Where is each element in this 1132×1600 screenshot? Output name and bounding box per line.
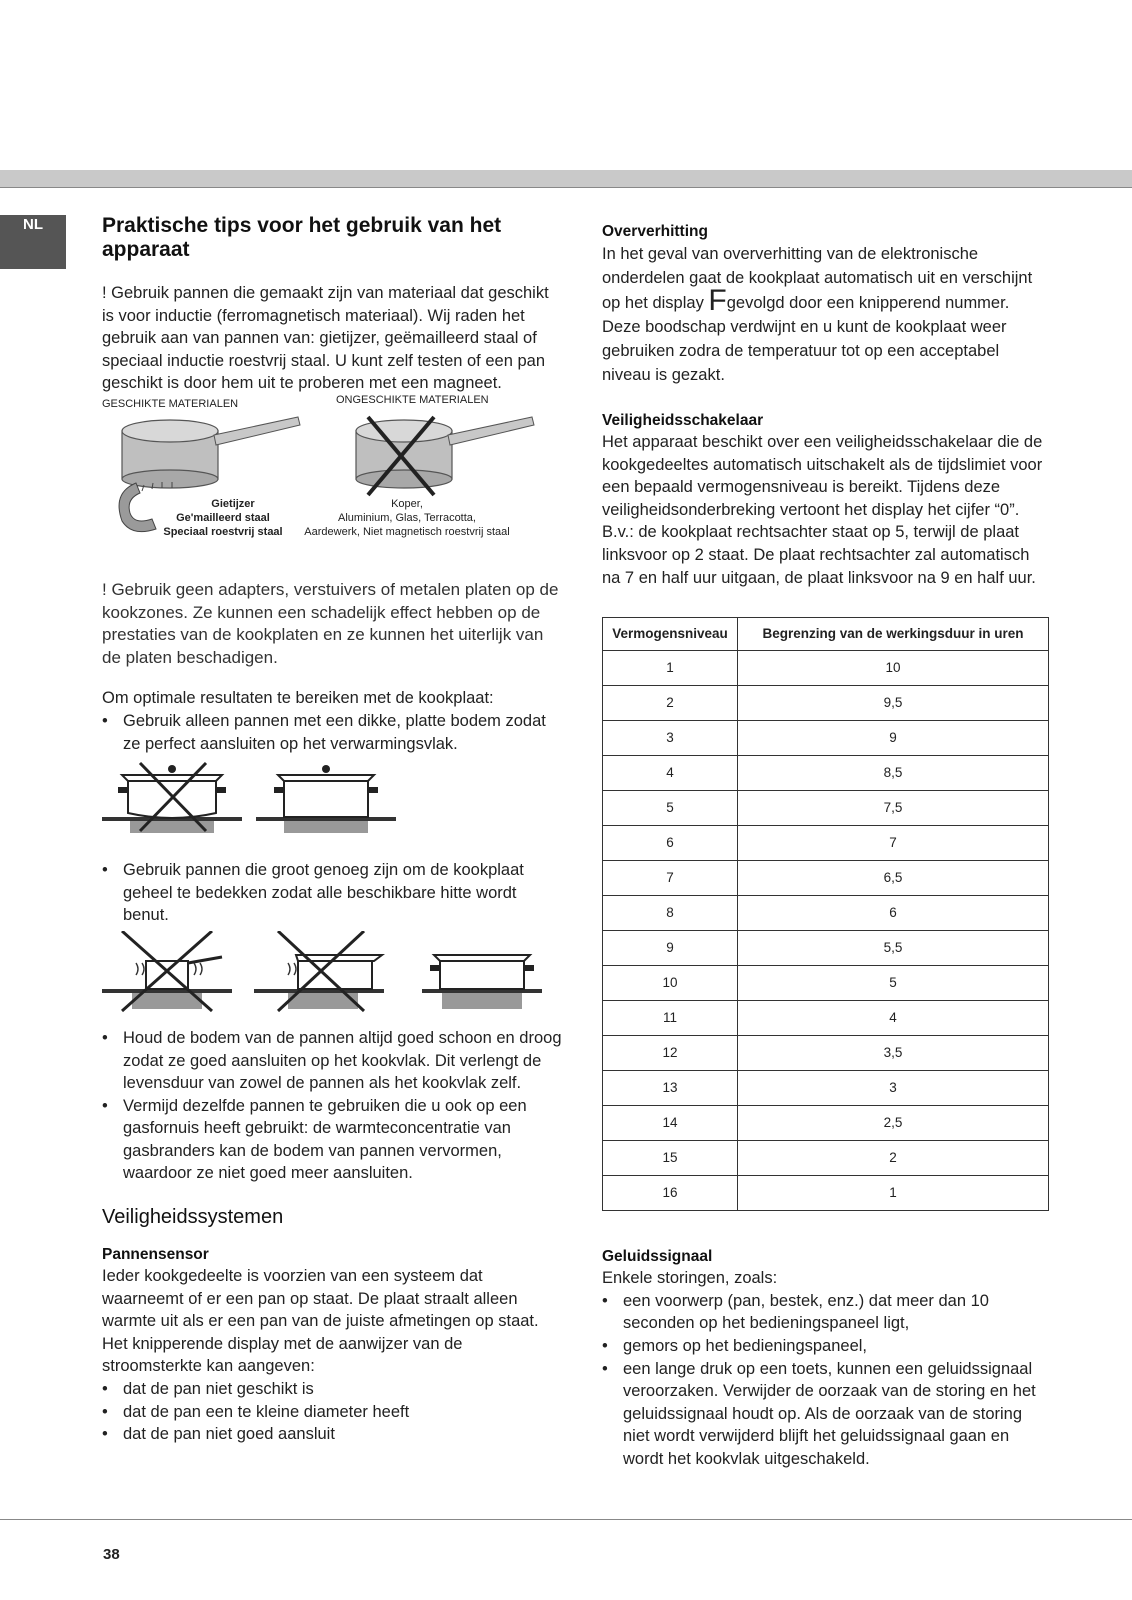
power-level-cell: 3 [603, 721, 738, 756]
duration-cell: 4 [738, 1001, 1049, 1036]
table-row [603, 826, 1049, 861]
safety-switch-text: Het apparaat beschikt over een veiligheidsschakelaar die de kookgedeeltes automatisch uitschakelt als de tijdslimiet voor een bepaald vermogensniveau is bereikt. Tijdens deze veiligheidsonderbreking vertoont het display het cijfer “0”. B.v.: de kookplaat rechtsachter staat op 5, terwijl de plaat linksvoor op 2 staat. De plaat rechtsachter zal automatisch na 7 en half uur uitgaan, de plaat linksvoor na 9 en half uur. [602, 433, 1043, 587]
header-band [0, 170, 1132, 188]
tips-list-3 [102, 1027, 562, 1185]
right-column [602, 222, 1052, 1471]
duration-cell: 9,5 [738, 686, 1049, 721]
suitable-materials-label: GESCHIKTE MATERIALEN [102, 397, 239, 410]
sound-signal-intro: Enkele storingen, zoals: [602, 1269, 778, 1288]
power-level-cell: 7 [603, 861, 738, 896]
tips-list-1 [102, 710, 562, 755]
power-level-cell: 4 [603, 756, 738, 791]
table-row [603, 1071, 1049, 1106]
table-row [603, 966, 1049, 1001]
pan-size-icon [102, 931, 552, 1017]
table-row [603, 1106, 1049, 1141]
list-item: • Vermijd dezelfde pannen te gebruiken die u ook op een gasfornuis heeft gebruikt: de warmteconcentratie van gasbranders kan de bodem van pannen vervormen, waardoor ze niet goed meer aansluiten. [102, 1095, 562, 1185]
unsuitable-items: Koper, Aluminium, Glas, Terracotta, Aardewerk, Niet magnetisch roestvrij staal [304, 497, 510, 538]
section-title: Praktische tips voor het gebruik van het apparaat [102, 214, 502, 261]
power-level-cell: 9 [603, 931, 738, 966]
power-level-cell: 1 [603, 651, 738, 686]
safety-switch-title: Veiligheidsschakelaar [602, 412, 764, 429]
power-level-cell: 16 [603, 1176, 738, 1211]
table-row [603, 931, 1049, 966]
list-item: • dat de pan een te kleine diameter heeft [102, 1401, 562, 1424]
table-row [603, 861, 1049, 896]
table-row [603, 651, 1049, 686]
suitable-items: Gietijzer Ge'mailleerd staal Speciaal roestvrij staal [163, 497, 283, 538]
flat-bottom-pans-icon [102, 761, 402, 841]
table-row [603, 1141, 1049, 1176]
power-level-cell: 10 [603, 966, 738, 1001]
left-column [102, 214, 562, 1446]
duration-cell: 3,5 [738, 1036, 1049, 1071]
overheat-title: Oververhitting [602, 223, 708, 240]
duration-cell: 3 [738, 1071, 1049, 1106]
table-header: Begrenzing van de werkingsduur in uren [738, 618, 1049, 651]
table-row [603, 896, 1049, 931]
footer-rule [0, 1519, 1132, 1520]
power-level-cell: 13 [603, 1071, 738, 1106]
table-header: Vermogensniveau [603, 618, 738, 651]
duration-cell: 5 [738, 966, 1049, 1001]
power-level-cell: 2 [603, 686, 738, 721]
power-limit-table [602, 617, 1049, 1211]
pan-sensor-list [102, 1378, 562, 1446]
unsuitable-materials-label: ONGESCHIKTE MATERIALEN [336, 393, 489, 406]
list-item: • dat de pan niet geschikt is [102, 1378, 562, 1401]
table-row [603, 686, 1049, 721]
duration-cell: 7 [738, 826, 1049, 861]
table-row [603, 1001, 1049, 1036]
display-symbol-f: F [708, 284, 727, 317]
materials-figure [102, 395, 562, 555]
duration-cell: 1 [738, 1176, 1049, 1211]
overheat-text: In het geval van oververhitting van de elektronische onderdelen gaat de kookplaat automatisch uit en verschijnt op het display Fgevolgd door een knipperend nummer. Deze boodschap verdwijnt en u kunt de kookplaat weer gebruiken zodra de temperatuur tot op een acceptabel niveau is gezakt. [602, 245, 1033, 384]
pan-sensor-text: Ieder kookgedeelte is voorzien van een systeem dat waarneemt of er een pan op staat. De plaat straalt alleen warmte uit als er een pan van de juiste afmetingen op staat. Het knipperende display met de aanwijzer van de stroomsterkte kan aangeven: [102, 1267, 539, 1376]
table-header-row [603, 618, 1049, 651]
list-item: • dat de pan niet goed aansluit [102, 1423, 562, 1446]
sound-signal-title: Geluidssignaal [602, 1248, 713, 1266]
page-number: 38 [103, 1546, 120, 1563]
duration-cell: 10 [738, 651, 1049, 686]
safety-systems-title: Veiligheidssystemen [102, 1206, 284, 1229]
list-item: • Gebruik pannen die groot genoeg zijn om de kookplaat geheel te bedekken zodat alle beschikbare hitte wordt benut. [102, 859, 562, 927]
optimal-intro: Om optimale resultaten te bereiken met de kookplaat: [102, 689, 494, 708]
duration-cell: 6 [738, 896, 1049, 931]
duration-cell: 7,5 [738, 791, 1049, 826]
power-level-cell: 5 [603, 791, 738, 826]
table-row [603, 1036, 1049, 1071]
list-item: • een lange druk op een toets, kunnen een geluidssignaal veroorzaken. Verwijder de oorzaak van de storing en het geluidssignaal houdt op. Als de oorzaak van de storing niet wordt verwijderd blijft het geluidssignaal gaan en wordt het kookvlak uitgeschakeld. [602, 1358, 1052, 1471]
duration-cell: 6,5 [738, 861, 1049, 896]
power-level-cell: 6 [603, 826, 738, 861]
power-level-cell: 15 [603, 1141, 738, 1176]
list-item: • Houd de bodem van de pannen altijd goed schoon en droog zodat ze goed aansluiten op het kookvlak. Dit verlengt de levensduur van zowel de pannen als het kookvlak zelf. [102, 1027, 562, 1095]
intro-paragraph: ! Gebruik pannen die gemaakt zijn van materiaal dat geschikt is voor inductie (ferromagnetisch materiaal). Wij raden het gebruik aan van pannen van: gietijzer, geëmailleerd staal of speciaal inductie roestvrij staal. U kunt zelf testen of een pan geschikt is door hem uit te proberen met een magneet. [102, 284, 549, 393]
power-level-cell: 14 [603, 1106, 738, 1141]
table-row [603, 791, 1049, 826]
pan-sensor-title: Pannensensor [102, 1246, 209, 1264]
table-row [603, 1176, 1049, 1211]
duration-cell: 2,5 [738, 1106, 1049, 1141]
language-tab: NL [0, 215, 66, 269]
list-item: • een voorwerp (pan, bestek, enz.) dat meer dan 10 seconden op het bedieningspaneel ligt, [602, 1290, 1052, 1335]
power-level-cell: 11 [603, 1001, 738, 1036]
table-row [603, 721, 1049, 756]
duration-cell: 8,5 [738, 756, 1049, 791]
list-item: • Gebruik alleen pannen met een dikke, platte bodem zodat ze perfect aansluiten op het verwarmingsvlak. [102, 710, 562, 755]
tips-list-2 [102, 859, 562, 927]
list-item: • gemors op het bedieningspaneel, [602, 1335, 1052, 1358]
duration-cell: 2 [738, 1141, 1049, 1176]
power-level-cell: 12 [603, 1036, 738, 1071]
adapter-warning: ! Gebruik geen adapters, verstuivers of metalen platen op de kookzones. Ze kunnen een schadelijk effect hebben op de prestaties van de kookplaten en ze kunnen het uiterlijk van de platen beschadigen. [102, 579, 559, 667]
duration-cell: 5,5 [738, 931, 1049, 966]
duration-cell: 9 [738, 721, 1049, 756]
power-level-cell: 8 [603, 896, 738, 931]
table-row [603, 756, 1049, 791]
sound-signal-list [602, 1290, 1052, 1471]
